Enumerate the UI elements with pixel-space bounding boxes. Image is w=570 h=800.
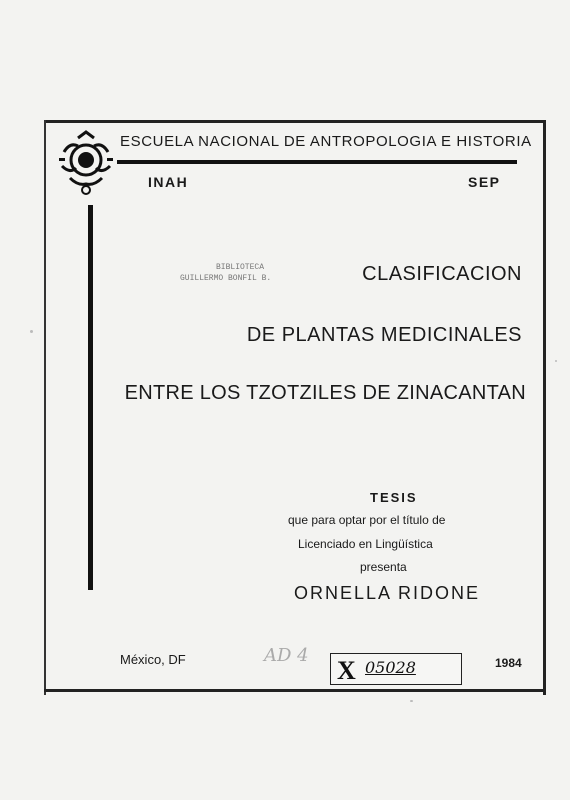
- school-name: ESCUELA NACIONAL DE ANTROPOLOGIA E HISTORIA: [120, 133, 532, 150]
- year-label: 1984: [495, 656, 522, 670]
- accession-mark: X: [337, 656, 356, 685]
- thesis-heading: TESIS: [370, 490, 418, 505]
- thesis-presenta: presenta: [360, 560, 407, 574]
- accession-stamp: [330, 653, 462, 685]
- frame-border-left: [44, 120, 46, 695]
- accession-number: 05028: [365, 658, 416, 677]
- title-line-2: DE PLANTAS MEDICINALES: [246, 324, 522, 346]
- header-rule: [117, 160, 517, 164]
- school-emblem-icon: [56, 130, 116, 196]
- scan-speck: [30, 330, 33, 333]
- author-name: ORNELLA RIDONE: [294, 583, 481, 603]
- library-stamp-line2: GUILLERMO BONFIL B.: [180, 274, 272, 283]
- frame-border-right: [543, 120, 546, 695]
- inah-label: INAH: [148, 174, 189, 190]
- frame-border-bottom: [44, 689, 546, 692]
- library-stamp-line1: BIBLIOTECA: [216, 263, 265, 272]
- frame-border-top: [44, 120, 546, 123]
- title-line-1: CLASIFICACION: [362, 263, 522, 285]
- vertical-accent-bar: [88, 205, 93, 590]
- handwritten-annotation: AD 4: [264, 645, 309, 666]
- scan-speck: [410, 700, 413, 702]
- library-stamp: [180, 262, 271, 284]
- title-line-3: ENTRE LOS TZOTZILES DE ZINACANTAN: [124, 382, 526, 404]
- thesis-degree: Licenciado en Lingüística: [298, 537, 433, 551]
- scan-speck: [555, 360, 557, 362]
- thesis-purpose: que para optar por el título de: [288, 513, 446, 527]
- place-label: México, DF: [120, 652, 186, 667]
- sep-label: SEP: [468, 174, 501, 190]
